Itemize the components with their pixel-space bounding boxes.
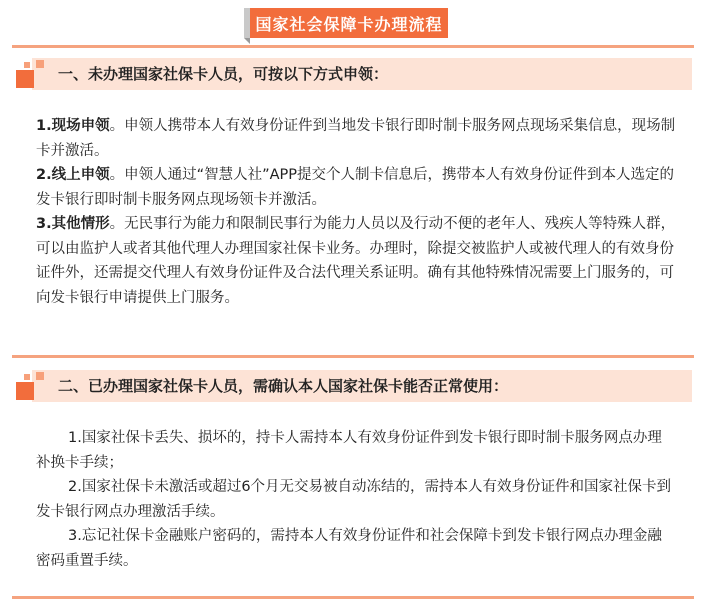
item-text: 3.忘记社保卡金融账户密码的，需持本人有效身份证件和社会保障卡到发卡银行网点办理金融密码重置手续。 <box>36 528 662 569</box>
section-2-heading: 二、已办理国家社保卡人员，需确认本人国家社保卡能否正常使用： <box>58 377 509 395</box>
item-text: 1.国家社保卡丢失、损坏的，持卡人需持本人有效身份证件到发卡银行即时制卡服务网点办理补换卡手续； <box>36 430 662 471</box>
list-item <box>36 475 676 524</box>
list-item <box>36 212 676 310</box>
page-title: 国家社会保障卡办理流程 <box>250 8 448 38</box>
decor-square-icon <box>36 372 44 380</box>
section-1-heading: 一、未办理国家社保卡人员，可按以下方式申领： <box>58 65 389 83</box>
list-item <box>36 114 676 163</box>
item-text: 2.国家社保卡未激活或超过6个月无交易被自动冻结的，需持本人有效身份证件和国家社保卡到发卡银行网点办理激活手续。 <box>36 479 672 520</box>
decor-square-icon <box>36 60 44 68</box>
decor-square-icon <box>16 382 34 400</box>
divider <box>12 355 694 358</box>
item-lead: 3.其他情形 <box>36 216 110 232</box>
section-1-body <box>36 114 676 310</box>
item-text: 。无民事行为能力和限制民事行为能力人员以及行动不便的老年人、残疾人等特殊人群，可以由监护人或者其他代理人办理国家社保卡业务。办理时，除提交被监护人或被代理人的有效身份证件外，还需提交代理人有效身份证件及合法代理关系证明。确有其他特殊情况需要上门服务的，可向发卡银行申请提供上门服务。 <box>36 216 676 306</box>
divider <box>12 45 694 48</box>
list-item <box>36 163 676 212</box>
section-2-body <box>36 426 676 573</box>
item-text: 。申领人携带本人有效身份证件到当地发卡银行即时制卡服务网点现场采集信息，现场制卡并激活。 <box>36 118 676 159</box>
list-item <box>36 524 676 573</box>
decor-square-icon <box>16 70 34 88</box>
section-2-header <box>16 370 692 402</box>
decor-square-icon <box>24 62 30 68</box>
decor-square-icon <box>24 374 30 380</box>
item-lead: 2.线上申领 <box>36 167 110 183</box>
item-text: 。申领人通过“智慧人社”APP提交个人制卡信息后，携带本人有效身份证件到本人选定的发卡银行即时制卡服务网点现场领卡并激活。 <box>36 167 675 208</box>
item-lead: 1.现场申领 <box>36 118 110 134</box>
list-item <box>36 426 676 475</box>
section-1-header <box>16 58 692 90</box>
divider <box>12 596 694 599</box>
